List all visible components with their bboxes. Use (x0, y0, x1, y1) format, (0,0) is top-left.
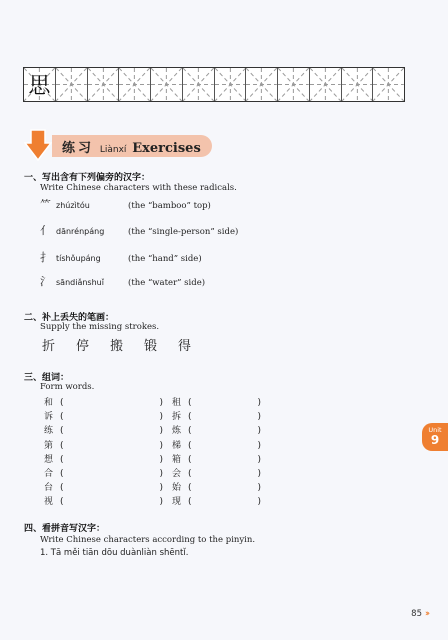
answer-paren-close: ) (159, 454, 164, 465)
answer-paren-close: ) (159, 497, 164, 508)
answer-paren-open: ( (188, 426, 192, 437)
form-words-item (172, 395, 261, 408)
grid-guide-lines (56, 68, 87, 101)
practice-cell (183, 68, 215, 101)
incomplete-character: 锻 (144, 339, 159, 354)
form-words-item (44, 423, 163, 436)
form-words-character: 视 (44, 497, 54, 508)
form-words-item (172, 452, 261, 465)
answer-paren-close: ) (257, 440, 262, 451)
unit-tab (422, 423, 448, 451)
form-words-character: 现 (172, 497, 182, 508)
grid-guide-lines (119, 68, 150, 101)
form-words-character: 箱 (172, 454, 182, 465)
form-words-item (172, 494, 261, 507)
section1-heading: 一、写出含有下列偏旁的汉字： (24, 173, 151, 183)
answer-paren-close: ) (159, 469, 164, 479)
answer-paren-open: ( (60, 440, 64, 451)
grid-guide-lines (151, 68, 182, 101)
answer-paren-open: ( (188, 497, 192, 508)
answer-paren-close: ) (159, 426, 164, 437)
answer-paren-close: ) (257, 454, 262, 465)
page-number-text: 85 (411, 609, 422, 619)
form-words-item (172, 466, 261, 479)
grid-guide-lines (342, 68, 373, 101)
grid-guide-lines (183, 68, 214, 101)
section3-instruction: Form words. (40, 382, 95, 392)
answer-paren-open: ( (60, 483, 64, 494)
answer-paren-close: ) (159, 483, 164, 494)
radical-pinyin: dānrénpáng (56, 227, 105, 236)
form-words-item (172, 438, 261, 451)
answer-paren-close: ) (159, 398, 164, 408)
section2-instruction: Supply the missing strokes. (40, 322, 160, 332)
answer-paren-close: ) (257, 483, 262, 494)
radical-pinyin: sāndiǎnshuǐ (56, 278, 104, 287)
radical-row (40, 222, 238, 238)
form-words-item (44, 480, 163, 493)
practice-cell (88, 68, 120, 101)
practice-cell (119, 68, 151, 101)
answer-paren-open: ( (60, 497, 64, 508)
unit-label: Unit (428, 426, 442, 434)
form-words-character: 台 (44, 483, 54, 494)
answer-paren-open: ( (188, 412, 192, 423)
incomplete-character: 折 (42, 339, 57, 354)
form-words-character: 始 (172, 483, 182, 494)
grid-guide-lines (310, 68, 341, 101)
grid-guide-lines (373, 68, 404, 101)
grid-guide-lines (278, 68, 309, 101)
form-words-item (44, 409, 163, 422)
radical-row (40, 273, 205, 289)
answer-paren-open: ( (60, 469, 64, 479)
form-words-character: 练 (44, 426, 54, 437)
exercises-title (62, 137, 201, 156)
model-character: 思 (28, 74, 51, 99)
form-words-item (172, 480, 261, 493)
incomplete-character: 得 (178, 339, 193, 354)
exercises-title-en: Exercises (132, 141, 201, 156)
exercises-title-zh: 练习 (62, 141, 95, 156)
radical-description: (the “bamboo” top) (128, 201, 211, 211)
section1-instruction: Write Chinese characters with these radicals. (40, 183, 237, 193)
form-words-item (44, 395, 163, 408)
form-words-character: 会 (172, 469, 182, 479)
form-words-character: 想 (44, 454, 54, 465)
exercises-title-pinyin: Liànxí (99, 145, 127, 155)
radical-description: (the “single-person” side) (128, 227, 239, 237)
answer-paren-close: ) (257, 426, 262, 437)
answer-paren-close: ) (257, 398, 262, 408)
answer-paren-close: ) (257, 497, 262, 508)
radical-pinyin: zhúzìtóu (56, 201, 90, 210)
practice-grid (23, 67, 405, 102)
radical-row (40, 249, 202, 265)
pinyin-sentence: 1. Tā měi tiān dōu duànliàn shēntǐ. (40, 548, 189, 558)
section2-heading: 二、补上丢失的笔画： (24, 313, 115, 323)
answer-paren-open: ( (188, 469, 192, 479)
form-words-item (172, 409, 261, 422)
form-words-character: 和 (44, 398, 54, 408)
form-words-character: 诉 (44, 412, 54, 423)
grid-guide-lines (246, 68, 277, 101)
answer-paren-close: ) (159, 440, 164, 451)
answer-paren-open: ( (60, 426, 64, 437)
form-words-item (44, 452, 163, 465)
form-words-character: 第 (44, 440, 54, 451)
unit-number: 9 (430, 433, 440, 447)
model-character-cell (24, 68, 56, 101)
section4-heading: 四、看拼音写汉字： (24, 524, 106, 534)
radical-glyph: 扌 (40, 251, 51, 264)
incomplete-character: 停 (76, 339, 91, 354)
form-words-character: 租 (172, 398, 182, 408)
form-words-item (44, 494, 163, 507)
page-number (411, 609, 428, 619)
form-words-character: 梯 (172, 440, 182, 451)
grid-guide-lines (215, 68, 246, 101)
practice-cell (215, 68, 247, 101)
answer-paren-open: ( (188, 440, 192, 451)
practice-cell (151, 68, 183, 101)
form-words-item (44, 438, 163, 451)
form-words-item (44, 466, 163, 479)
answer-paren-open: ( (60, 398, 64, 408)
radical-glyph: 氵 (40, 275, 51, 288)
answer-paren-close: ) (159, 412, 164, 423)
radical-description: (the “water” side) (128, 278, 206, 288)
radical-description: (the “hand” side) (128, 254, 202, 264)
section3-heading: 三、组词： (24, 373, 70, 383)
practice-cell (373, 68, 404, 101)
radical-glyph: ⺮ (40, 198, 51, 211)
double-chevron-right-icon: ›› (424, 609, 428, 619)
down-arrow-icon (24, 128, 52, 162)
missing-strokes-characters (42, 335, 212, 354)
answer-paren-open: ( (188, 398, 192, 408)
form-words-character: 合 (44, 469, 54, 479)
incomplete-character: 搬 (110, 339, 125, 354)
form-words-character: 炼 (172, 426, 182, 437)
practice-cell (56, 68, 88, 101)
practice-cell (342, 68, 374, 101)
radical-pinyin: tíshǒupáng (56, 254, 101, 263)
practice-cell (246, 68, 278, 101)
section4-instruction: Write Chinese characters according to the pinyin. (40, 535, 256, 545)
answer-paren-close: ) (257, 469, 262, 479)
answer-paren-open: ( (188, 483, 192, 494)
radical-row (40, 196, 211, 212)
answer-paren-close: ) (257, 412, 262, 423)
practice-cell (278, 68, 310, 101)
answer-paren-open: ( (188, 454, 192, 465)
answer-paren-open: ( (60, 454, 64, 465)
form-words-item (172, 423, 261, 436)
answer-paren-open: ( (60, 412, 64, 423)
practice-cell (310, 68, 342, 101)
grid-guide-lines (88, 68, 119, 101)
form-words-character: 拆 (172, 412, 182, 423)
radical-glyph: 亻 (40, 224, 51, 237)
